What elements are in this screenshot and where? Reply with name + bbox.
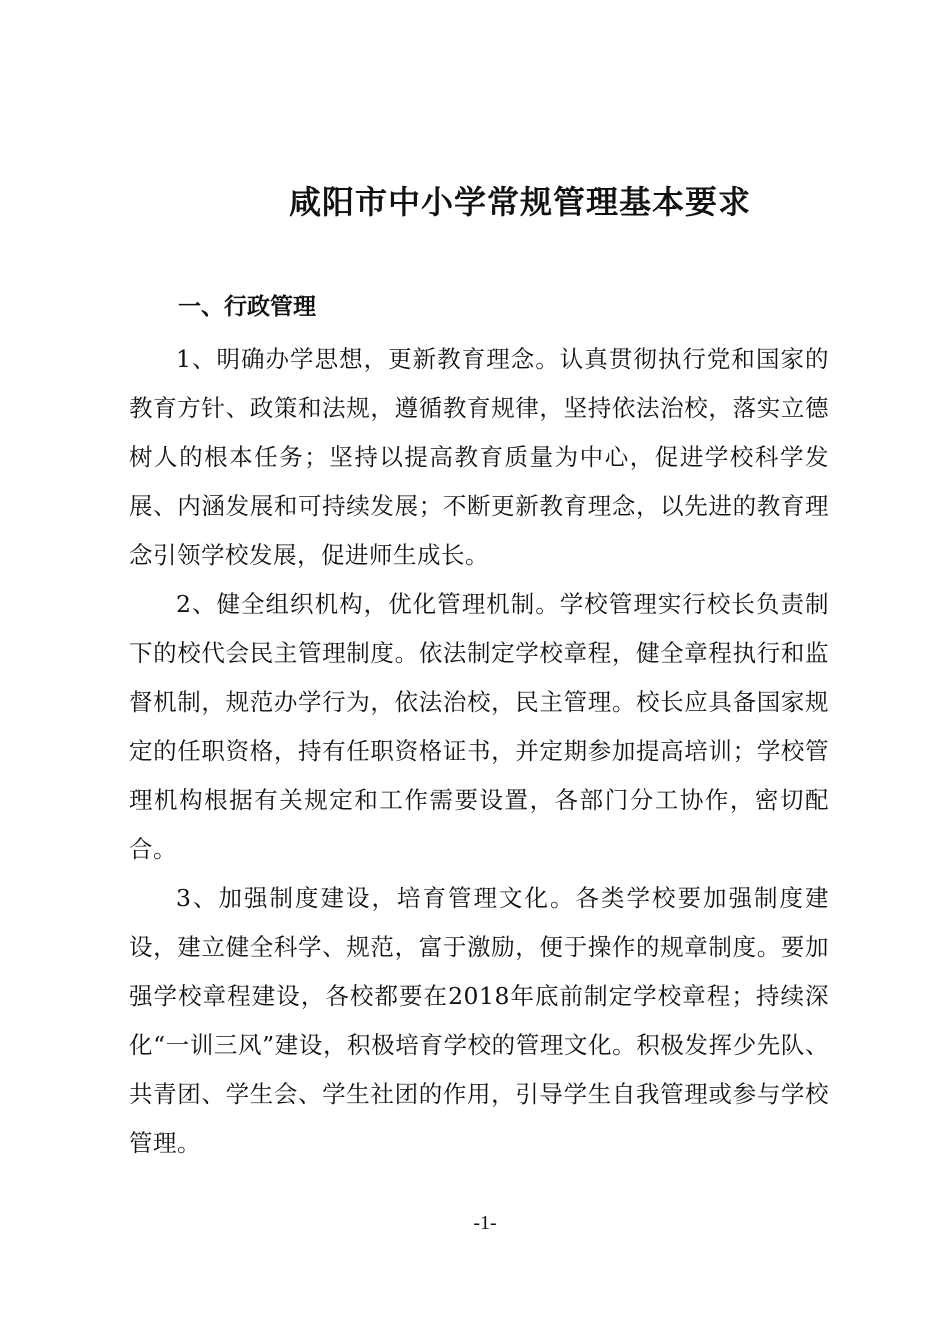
paragraph-1: 1、明确办学思想，更新教育理念。认真贯彻执行党和国家的教育方针、政策和法规，遵循教育规律，坚持依法治校，落实立德树人的根本任务；坚持以提高教育质量为中心，促进学校科学发展、内涵发展和可持续发展；不断更新教育理念，以先进的教育理念引领学校发展，促进师生成长。 bbox=[129, 345, 829, 569]
paragraph-2: 2、健全组织机构，优化管理机制。学校管理实行校长负责制下的校代会民主管理制度。依法制定学校章程，健全章程执行和监督机制，规范办学行为，依法治校，民主管理。校长应具备国家规定的任职资格，持有任职资格证书，并定期参加提高培训；学校管理机构根据有关规定和工作需要设置，各部门分工协作，密切配合。 bbox=[129, 590, 829, 863]
page-number: -1- bbox=[473, 1212, 497, 1234]
section-body bbox=[129, 335, 829, 1168]
document-title: 咸阳市中小学常规管理基本要求 bbox=[288, 183, 751, 221]
section-heading: 一、行政管理 bbox=[178, 294, 316, 320]
paragraph-3: 3、加强制度建设，培育管理文化。各类学校要加强制度建设，建立健全科学、规范，富于激励，便于操作的规章制度。要加强学校章程建设，各校都要在2018年底前制定学校章程；持续深化“一训三风”建设，积极培育学校的管理文化。积极发挥少先队、共青团、学生会、学生社团的作用，引导学生自我管理或参与学校管理。 bbox=[129, 884, 829, 1157]
